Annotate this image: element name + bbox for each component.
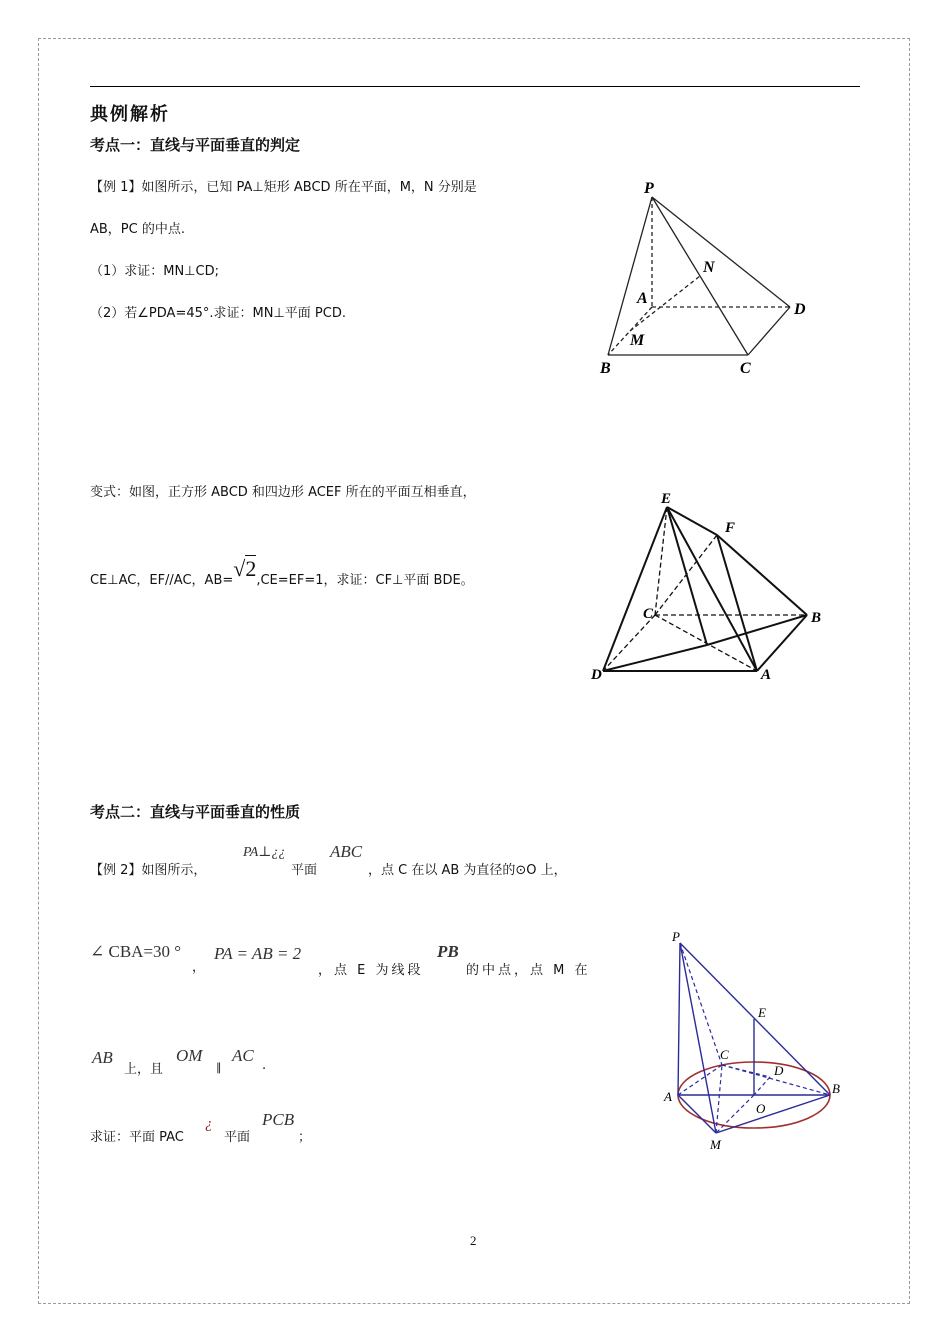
fig3-label-P: P: [672, 929, 680, 944]
fig3-label-A: A: [664, 1089, 672, 1104]
sqrt-symbol: √: [233, 556, 246, 581]
om-expression: OM: [176, 1046, 203, 1065]
fig1-label-B: B: [600, 360, 611, 377]
example1-line2: AB，PC 的中点.: [90, 222, 185, 237]
pcb-expression: PCB: [262, 1110, 295, 1129]
pa-eq-expression: PA = AB = 2: [214, 944, 302, 963]
pa-perp-expression: PA⊥¿¿: [243, 845, 286, 860]
fig3-label-E: E: [758, 1005, 766, 1020]
fig1-label-C: C: [740, 360, 751, 377]
angle-expression: ∠ CBA=30 °: [90, 942, 182, 961]
mid-text: 的中点，点 M 在: [466, 963, 591, 978]
variant-line2-b: ,CE=EF=1，求证：CF⊥平面 BDE。: [256, 573, 474, 588]
fig3-label-B: B: [832, 1081, 840, 1096]
on-text: 上，且: [124, 1062, 164, 1077]
example1-line1: 【例 1】如图所示，已知 PA⊥矩形 ABCD 所在平面，M，N 分别是: [90, 180, 477, 195]
semicolon: ；: [298, 1130, 312, 1145]
prove-part-a: 求证：平面 PAC: [90, 1130, 184, 1145]
fig2-label-F: F: [725, 520, 736, 536]
page-number: 2: [470, 1233, 477, 1248]
sqrt-expression: [233, 556, 256, 581]
section1-title: 考点一：直线与平面垂直的判定: [90, 136, 301, 154]
plane-word-1: 平面: [291, 863, 318, 878]
fig3-label-C: C: [720, 1047, 729, 1062]
fig2-label-D: D: [591, 667, 602, 683]
pb-expression: PB: [437, 942, 459, 961]
fig3-label-D: D: [774, 1063, 784, 1078]
fig2-label-C: C: [643, 606, 654, 622]
fig2-label-B: B: [811, 610, 822, 626]
period: .: [262, 1058, 267, 1073]
comma-1: ，: [192, 960, 206, 975]
sqrt-radicand: 2: [245, 556, 257, 581]
parallel-symbol: ∥: [216, 1061, 222, 1074]
variant-line2-a: CE⊥AC，EF//AC，AB=: [90, 573, 234, 588]
fig3-label-M: M: [710, 1137, 721, 1152]
example2-label: 【例 2】如图所示，: [90, 863, 207, 878]
fig1-label-N: N: [703, 259, 715, 276]
figure2-solid: [585, 485, 835, 685]
header-rule: [90, 86, 860, 87]
prove-part-b: 平面: [224, 1130, 251, 1145]
fig2-label-A: A: [761, 667, 772, 683]
red-mark: ¿: [205, 1116, 213, 1132]
e-text: ，点 E 为线段: [318, 963, 424, 978]
fig1-label-D: D: [794, 301, 806, 318]
example1-q1: （1）求证：MN⊥CD;: [90, 264, 220, 279]
fig1-label-M: M: [630, 332, 645, 349]
ab-expression: AB: [92, 1048, 113, 1067]
figure1-pyramid: [590, 175, 820, 385]
variant-line1: 变式：如图，正方形 ABCD 和四边形 ACEF 所在的平面互相垂直，: [90, 485, 476, 500]
ac-expression: AC: [232, 1046, 254, 1065]
page-heading: 典例解析: [90, 104, 170, 125]
example2-tail: ，点 C 在以 AB 为直径的⊙O 上，: [368, 863, 567, 878]
fig1-label-A: A: [637, 290, 648, 307]
section2-title: 考点二：直线与平面垂直的性质: [90, 803, 301, 821]
fig3-label-O: O: [756, 1101, 766, 1116]
figure3-circle-solid: [660, 925, 850, 1155]
variant-line2: [90, 556, 474, 590]
abc-expression: ABC: [330, 842, 363, 861]
example1-q2: （2）若∠PDA=45°.求证：MN⊥平面 PCD.: [90, 306, 346, 321]
fig2-label-E: E: [661, 491, 672, 507]
fig1-label-P: P: [644, 180, 654, 197]
